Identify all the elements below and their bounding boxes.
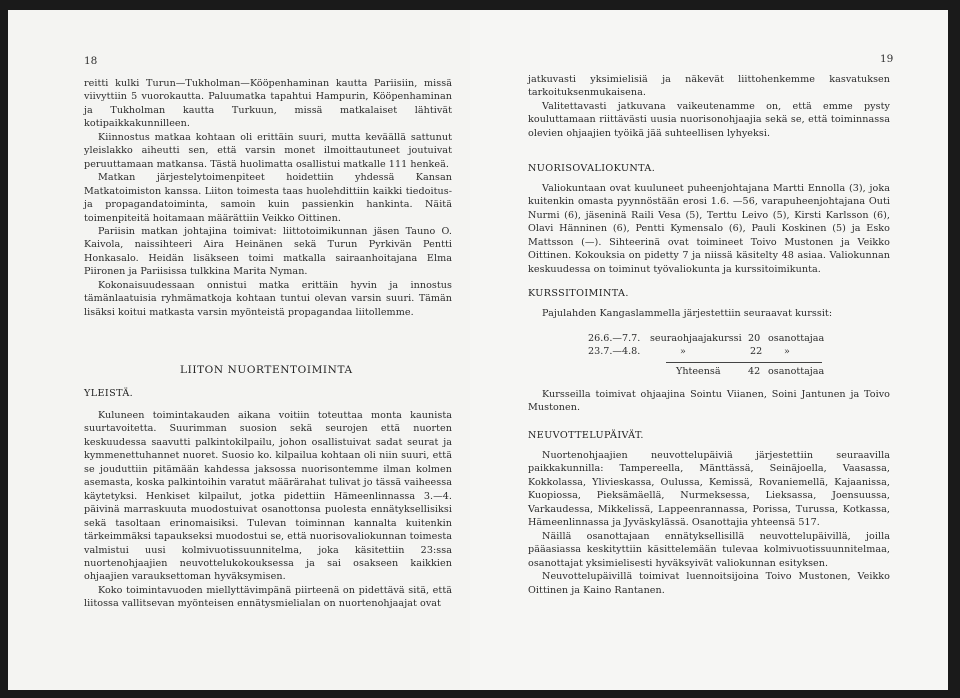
left-bottom-text: [84, 409, 452, 611]
total-rule: [666, 362, 822, 363]
course-name: seurаohjaajakurssi: [650, 333, 742, 344]
course-name: »: [680, 346, 686, 358]
page-number-right: 19: [880, 53, 894, 65]
paragraph: Matkan järjestelytoimenpiteet hoidettiin yhdessä Kansan Matkatoimiston kanssa. Liiton toimesta taas huolehdittiin kaikki tiedoitus- ja propagandatoiminta, samoin kuin passienkin hankinta. Näitä toimenpiteitä hoitamaan määrättiin Veikko Oittinen.: [84, 172, 452, 224]
kurssi-title: KURSSITOIMINTA.: [528, 288, 629, 299]
left-page: [8, 10, 471, 690]
paragraph: Kokonaisuudessaan onnistui matka erittäin hyvin ja innostus tämänlaatuisia ryhmämatkoja kohtaan tuntui olevan varsin suuri. Tämän lisäksi koitui matkasta varsin myönteistä propagandaa liitollemme.: [84, 279, 452, 318]
paragraph: Kuluneen toimintakauden aikana voitiin toteuttaa monta kaunista suurtavoitetta. Suurimman suosion sekä seurojen että nuorten keskuudessa saavutti palkintokilpailu, johon osallistuivat sadat seurat ja kymmenettuhannet nuoret. Suosio ko. kilpailua kohtaan oli niin suuri, että se jouduttiin pitämään kahdessa jaksossa nuorisontemme ilman kolmen asemasta, koska palkintoihin varatut määrärahat tulivat jo tässä vaiheessa käytetyksi. Henkiset kilpailut, jotka pidettiin Hämeenlinnassa 3.—4. päivinä marraskuuta muodostuivat osanottonsa puolesta ennätyksellisiksi sekä tasoltaan erinomaisiksi. Tulevan toiminnan kannalta kuitenkin tärkeimmäksi tapaukseksi muodostui se, että nuorisovaliokunnan toimesta valmistui uusi kolmivuotissuunnitelma, joka käsitettiin 23:ssa nuortenohjaajien neuvottelukokouksessa ja sai osakseen kaikkien ohjaajien varauksettoman hyväksymisen.: [84, 410, 452, 583]
kurssi-teachers: [528, 388, 890, 415]
paragraph: Valiokuntaan ovat kuuluneet puheenjohtajana Martti Ennolla (3), joka kuitenkin omasta pyynnöstään erosi 1.6. —56, varapuheenjohtajana Outi Nurmi (6), jäseninä Raili Vesa (5), Terttu Leivo (5), Kirsti Karlsson (6), Olavi Hänninen (6), Pentti Kymensalo (6), Pauli Koskinen (5) ja Esko Mattsson (—). Sihteerinä ovat toimineet Toivo Mustonen ja Veikko Oittinen. Kokouksia on pidetty 7 ja niissä käsitelty 48 asiaa. Valiokunnan keskuudessa on toiminut työvaliokunta ja kurssitoimikunta.: [528, 183, 890, 275]
right-page: [470, 10, 948, 690]
course-date: 23.7.—4.8.: [588, 346, 641, 358]
total-count: 42: [748, 366, 761, 377]
paragraph: Neuvottelupäivillä toimivat luennoitsijoina Toivo Mustonen, Veikko Oittinen ja Kaino Rantanen.: [528, 571, 890, 596]
subsection-title: YLEISTÄ.: [84, 388, 134, 399]
total-label: Yhteensä: [676, 366, 721, 377]
total-unit: osanottajaa: [768, 366, 825, 377]
courses-table: [588, 332, 828, 359]
paragraph: Koko toimintavuoden miellyttävimpänä piirteenä on pidettävä sitä, että liitossa vallitsevan myönteisen ennätysmielialan on nuortenohjaajat ovat: [84, 584, 452, 610]
paragraph: jatkuvasti yksimielisiä ja näkevät liittohenkemme kasvatuksen tarkoituksenmukaisena.: [528, 74, 890, 99]
table-row: [588, 345, 828, 358]
paragraph: Kiinnostus matkaa kohtaan oli erittäin suuri, mutta keväällä sattunut yleislakko aiheutti sen, että varsin monet ilmoittautuneet joutuivat peruuttamaan matkansa. Tästä huolimatta osallistui matkalle 111 henkeä.: [84, 131, 452, 170]
table-row: [588, 332, 828, 345]
course-unit: osanottajaa: [768, 333, 825, 344]
valiokunta-text: [528, 182, 890, 276]
course-count: 22: [750, 346, 763, 358]
course-date: 26.6.—7.7.: [588, 333, 641, 344]
right-intro-text: [528, 73, 890, 140]
kurssi-intro: [528, 307, 890, 320]
paragraph: Pariisin matkan johtajina toimivat: liittotoimikunnan jäsen Tauno O. Kaivola, naissihteeri Aira Heinänen sekä Turun Pyrkivän Pentti Honkasalo. Heidän lisäkseen toimi matkalla sairaanhoitajana Elma Piironen ja Pariisissa tulkkina Marita Nyman.: [84, 225, 452, 278]
left-top-text: [84, 77, 452, 319]
paragraph: Kursseilla toimivat ohjaajina Sointu Viianen, Soini Jantunen ja Toivo Mustonen.: [528, 389, 890, 414]
section-title: LIITON NUORTENTOIMINTA: [180, 364, 353, 376]
paragraph: Valitettavasti jatkuvana vaikeutenamme on, että emme pysty kouluttamaan riittävästi uusia nuorisonohjaajia sekä se, että toiminnassa olevien ohjaajien työikä jää suhteellisen lyhyeksi.: [528, 100, 890, 139]
page-number-left: 18: [84, 55, 98, 67]
paragraph: Näillä osanottajaan ennätyksellisillä neuvottelupäivillä, joilla pääasiassa keskityttiin käsittelemään tulevaa kolmivuotissuunnitelmaa, osanottajat yksimielisesti hyväksyivät valiokunnan esityksen.: [528, 530, 890, 569]
neuvottelu-title: NEUVOTTELUPÄIVÄT.: [528, 430, 644, 441]
paragraph: Pajulahden Kangaslammella järjestettiin seuraavat kurssit:: [542, 308, 833, 319]
neuvottelu-text: [528, 449, 890, 597]
courses-total: [588, 365, 828, 378]
paragraph: Nuortenohjaajien neuvottelupäiviä järjestettiin seuraavilla paikkakunnilla: Tampereella, Mänttässä, Seinäjoella, Vaasassa, Kokkolassa, Ylivieskassa, Oulussa, Kemissä, Rovaniemellä, Kajaanissa, Kuopiossa, Pieksämäellä, Nurmeksessa, Lieksassa, Joensuussa, Varkaudessa, Mikkelissä, Lappeenrannassa, Porissa, Turussa, Kotkassa, Hämeenlinnassa ja Jyväskylässä. Osanottajia yhteensä 517.: [528, 450, 890, 529]
valiokunta-title: NUORISOVALIOKUNTA.: [528, 163, 656, 174]
table-row: [588, 365, 828, 378]
course-unit: »: [784, 346, 790, 358]
course-count: 20: [748, 333, 761, 344]
paragraph: reitti kulki Turun—Tukholman—Kööpenhaminan kautta Pariisiin, missä viivyttiin 5 vuorokautta. Paluumatka tapahtui Hampurin, Kööpenhaminan ja Tukholman kautta Turkuun, missä matkalaiset lähtivät kotipaikkakunnilleen.: [84, 78, 452, 130]
